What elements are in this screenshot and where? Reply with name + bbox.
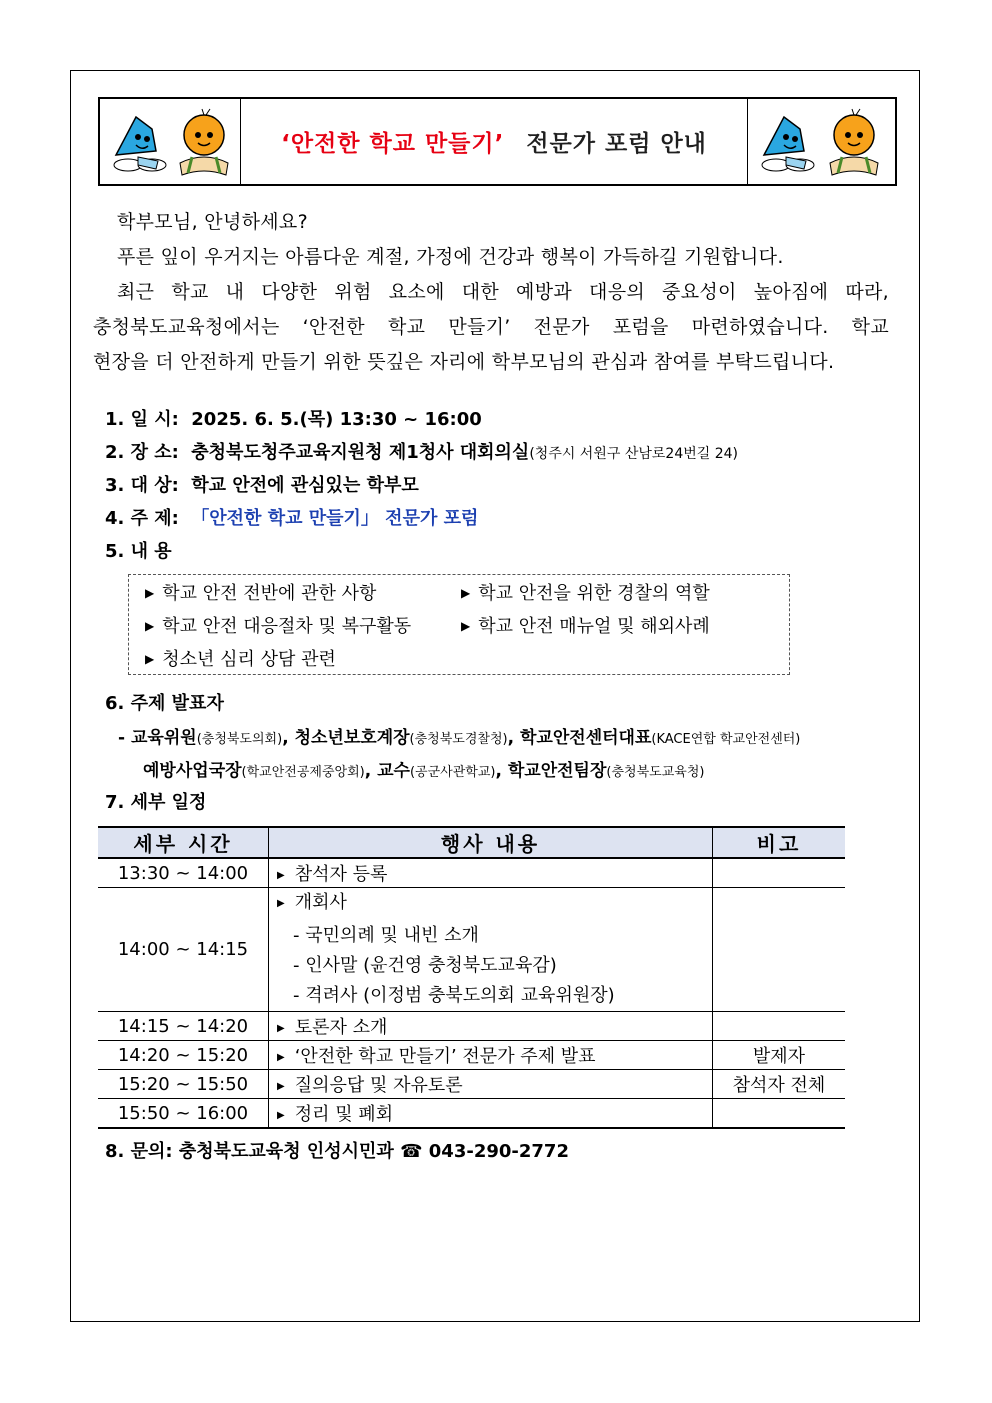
item-label: 3. 대 상: [105,475,179,496]
item-address: (청주시 서원구 산남로24번길 24) [529,446,738,462]
list-item: ▶ 학교 안전을 위한 경찰의 역할 [461,583,710,604]
item-date [105,405,482,431]
item-value: 충청북도청주교육지원청 제1청사 대회의실 [191,442,530,463]
triangle-bullet-icon: ▶ [277,870,285,881]
item-label: 1. 일 시: [105,409,179,430]
content-box [128,574,790,675]
triangle-bullet-icon: ▶ [277,1023,285,1034]
schedule-heading: 7. 세부 일정 [105,792,207,813]
table-header-row [98,827,845,858]
title-rest: 전문가 포럼 안내 [526,131,707,157]
list-item: ▶ 학교 안전 매뉴얼 및 해외사례 [461,616,710,637]
table-row: 15:20 ~ 15:50 ▶ 질의응답 및 자유토론 참석자 전체 [98,1070,845,1099]
table-row: 14:00 ~ 14:15 ▶ 개회사 - 국민의례 및 내빈 소개 - 인사말 (윤건영 충청북도교육감) - 격려사 (이정범 충북도의회 교육위원장) [98,888,845,1012]
intro-paragraph [93,205,889,380]
mascot-icon [108,107,234,179]
triangle-bullet-icon: ▶ [145,652,155,666]
item-theme [105,504,478,530]
triangle-bullet-icon: ▶ [277,1110,285,1121]
triangle-bullet-icon: ▶ [277,898,285,909]
list-item: ▶ 청소년 심리 상담 관련 [145,649,336,670]
item-value: 「안전한 학교 만들기」 전문가 포럼 [191,508,479,529]
column-header: 비고 [713,827,846,858]
column-header: 세부 시간 [98,827,269,858]
table-row: 13:30 ~ 14:00 ▶ 참석자 등록 [98,858,845,888]
title-banner [98,97,897,186]
triangle-bullet-icon: ▶ [145,619,155,633]
triangle-bullet-icon: ▶ [461,586,471,600]
item-content [105,537,172,563]
list-item: ▶ 학교 안전 대응절차 및 복구활동 [145,616,412,637]
mascot-cell-left [100,99,241,184]
item-place [105,438,738,464]
intro-line: 현장을 더 안전하게 만들기 위한 뜻깊은 자리에 학부모님의 관심과 참여를 부탁드립니다. [93,351,835,373]
table-row: 14:20 ~ 15:20 ▶ ‘안전한 학교 만들기’ 전문가 주제 발표 발제자 [98,1041,845,1070]
item-value: 학교 안전에 관심있는 학부모 [191,475,419,496]
presenters-line: - 교육위원(충청북도의회), 청소년보호계장(충청북도경찰청), 학교안전센터대표(KACE연합 학교안전센터) [118,728,801,748]
table-row: 15:50 ~ 16:00 ▶ 정리 및 폐회 [98,1099,845,1129]
item-label: 2. 장 소: [105,442,179,463]
item-label: 4. 주 제: [105,508,179,529]
intro-line: 최근 학교 내 다양한 위험 요소에 대한 예방과 대응의 중요성이 높아짐에 따라, [117,281,889,303]
table-row: 14:15 ~ 14:20 ▶ 토론자 소개 [98,1012,845,1041]
intro-line: 충청북도교육청에서는 ‘안전한 학교 만들기’ 전문가 포럼을 마련하였습니다. 학교 [93,316,889,338]
schedule-table [98,826,845,1129]
triangle-bullet-icon: ▶ [145,586,155,600]
item-value: 2025. 6. 5.(목) 13:30 ~ 16:00 [191,409,482,430]
page-title [241,99,747,184]
triangle-bullet-icon: ▶ [461,619,471,633]
phone-icon: ☎ [400,1141,423,1162]
item-label: 5. 내 용 [105,541,172,562]
triangle-bullet-icon: ▶ [277,1081,285,1092]
mascot-icon [756,107,886,179]
mascot-cell-right [747,99,895,184]
contact-phone: 043-290-2772 [428,1141,569,1162]
triangle-bullet-icon: ▶ [277,1052,285,1063]
presenters-line: 예방사업국장(학교안전공제중앙회), 교수(공군사관학교), 학교안전팀장(충청북도교육청) [143,761,705,781]
column-header: 행사 내용 [269,827,713,858]
presenters-heading: 6. 주제 발표자 [105,693,224,714]
list-item: ▶ 학교 안전 전반에 관한 사항 [145,583,377,604]
title-quote: ‘안전한 학교 만들기’ [281,131,505,157]
contact-line: 8. 문의: 충청북도교육청 인성시민과 ☎ 043-290-2772 [105,1141,569,1162]
greeting: 학부모님, 안녕하세요? [117,211,308,233]
item-target [105,471,419,497]
intro-line: 푸른 잎이 우거지는 아름다운 계절, 가정에 건강과 행복이 가득하길 기원합니다. [117,246,784,268]
